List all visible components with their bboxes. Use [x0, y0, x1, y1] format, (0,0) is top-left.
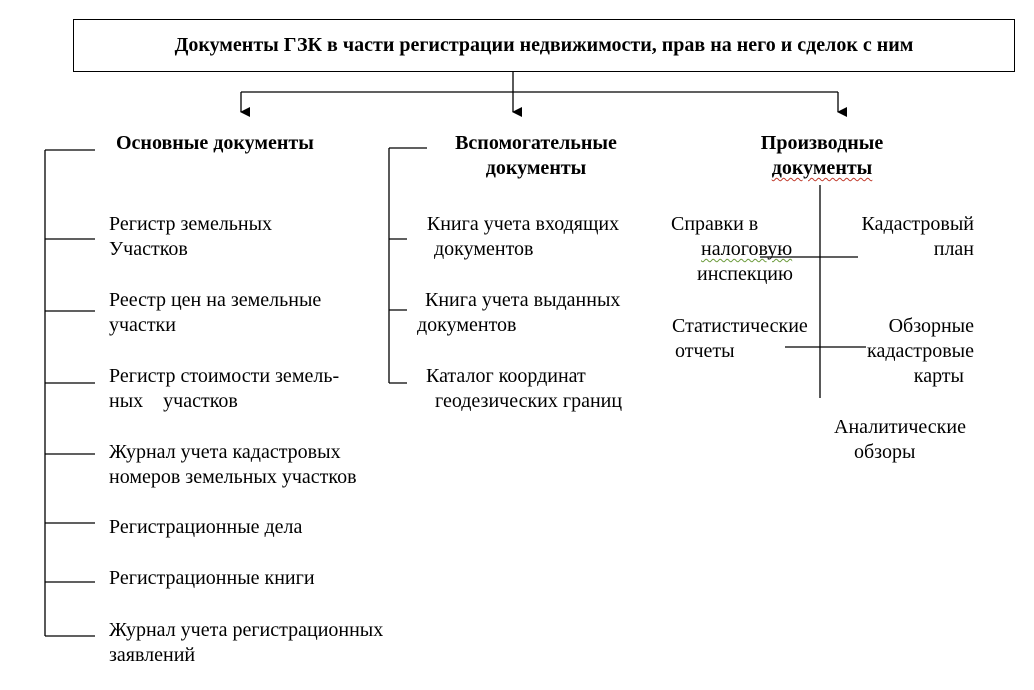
heading-aux-docs [426, 131, 646, 181]
heading-main-docs: Основные документы [116, 132, 314, 154]
derived-maps-line-1: Обзорные [888, 315, 974, 337]
derived-maps-line-3: карты [913, 365, 964, 387]
derived-tax-line-1: Справки в [671, 213, 759, 235]
derived-stat-line-1: Статистические [672, 315, 808, 337]
heading-derived-docs [722, 131, 922, 181]
aux-doc-1-line-1: Книга учета входящих [426, 213, 620, 235]
heading-derived-line-2 [722, 156, 922, 181]
main-doc-1-line-2: Участков [109, 238, 188, 260]
main-doc-3-line-1: Регистр стоимости земель- [109, 365, 340, 387]
main-doc-2-line-1: Реестр цен на земельные [109, 289, 322, 311]
main-doc-7-line-1: Журнал учета регистрационных [109, 619, 384, 641]
derived-tax-line-3: инспекцию [697, 263, 793, 285]
main-doc-7-line-2: заявлений [109, 644, 196, 666]
derived-doc-stat [672, 314, 808, 364]
main-doc-5-line-1: Регистрационные дела [109, 516, 303, 538]
heading-derived-line-1: Производные [760, 132, 884, 154]
main-doc-item [109, 515, 302, 540]
derived-stat-line-2: отчеты [675, 340, 735, 362]
derived-plan-line-2: план [933, 238, 974, 260]
aux-doc-2-line-1: Книга учета выданных [425, 289, 621, 311]
aux-doc-3-line-1: Каталог координат [426, 365, 586, 387]
main-doc-item [109, 212, 272, 262]
main-doc-1-line-1: Регистр земельных [109, 213, 273, 235]
derived-tax-line-2-text: налоговую [701, 238, 793, 260]
main-doc-4-line-2: номеров земельных участков [109, 466, 357, 488]
main-doc-3-line-2: ных участков [109, 390, 238, 412]
derived-analytic-line-1: Аналитические [834, 416, 966, 438]
derived-plan-line-1: Кадастровый [861, 213, 974, 235]
derived-analytic-line-2: обзоры [854, 441, 916, 463]
heading-derived-line-2-text: документы [771, 157, 873, 179]
aux-doc-1-line-2: документов [434, 238, 534, 260]
aux-doc-item [408, 212, 638, 262]
derived-maps-line-2: кадастровые [867, 340, 974, 362]
derived-doc-tax [664, 212, 824, 287]
aux-doc-3-line-2: геодезических границ [435, 390, 623, 412]
heading-aux-line-2: документы [485, 157, 587, 179]
main-doc-4-line-1: Журнал учета кадастровых [109, 441, 341, 463]
main-doc-item [109, 618, 383, 668]
heading-aux-line-1: Вспомогательные [455, 132, 617, 154]
title-box [73, 19, 1015, 72]
main-doc-item [109, 364, 339, 414]
aux-doc-item [426, 364, 622, 414]
main-doc-item [109, 440, 357, 490]
main-doc-6-line-1: Регистрационные книги [109, 567, 315, 589]
main-doc-item [109, 566, 315, 591]
derived-doc-analytic [820, 415, 980, 465]
derived-doc-review-maps [820, 314, 974, 389]
diagram-title: Документы ГЗК в части регистрации недвижимости, прав на него и сделок с ним [174, 34, 914, 56]
main-doc-2-line-2: участки [109, 314, 176, 336]
derived-tax-line-2 [664, 237, 824, 262]
derived-doc-cadastral-plan [820, 212, 974, 262]
aux-doc-2-line-2: документов [417, 314, 517, 336]
main-doc-item [109, 288, 321, 338]
aux-doc-item [417, 288, 620, 338]
